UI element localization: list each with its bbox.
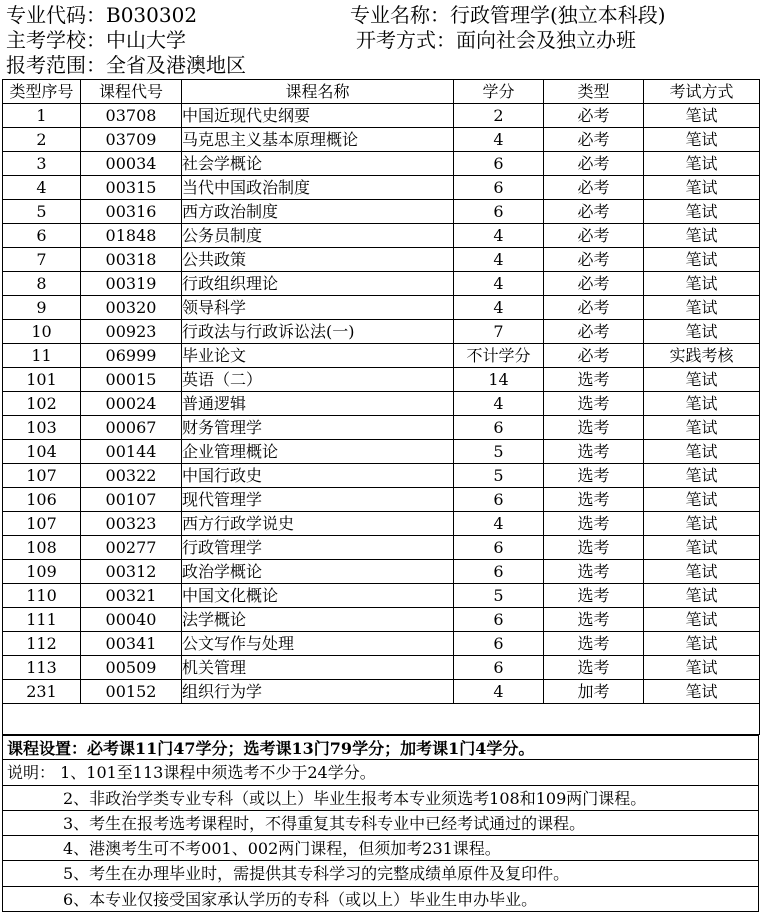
cell-type: 必考 [544,344,644,368]
table-row [3,608,760,632]
cell-seq: 106 [3,488,81,512]
table-row [3,296,760,320]
cell-seq: 2 [3,128,81,152]
cell-type: 必考 [544,176,644,200]
table-row [3,560,760,584]
cell-name: 政治学概论 [182,560,454,584]
cell-credit: 4 [454,392,544,416]
cell-credit: 6 [454,416,544,440]
col-header-type: 类型 [544,80,644,104]
cell-code: 00316 [81,200,182,224]
cell-code: 00034 [81,152,182,176]
cell-exam: 笔试 [644,656,760,680]
cell-type: 选考 [544,368,644,392]
cell-exam: 笔试 [644,368,760,392]
cell-name: 行政管理学 [182,536,454,560]
cell-credit: 5 [454,440,544,464]
cell-name: 行政法与行政诉讼法(一) [182,320,454,344]
cell-name: 英语（二） [182,368,454,392]
col-header-exam: 考试方式 [644,80,760,104]
cell-seq: 103 [3,416,81,440]
course-summary: 课程设置：必考课11门47学分；选考课13门79学分；加考课1门4学分。 [2,735,759,760]
cell-seq: 6 [3,224,81,248]
cell-type: 必考 [544,296,644,320]
col-header-seq: 类型序号 [3,80,81,104]
table-row [3,128,760,152]
cell-code: 00315 [81,176,182,200]
cell-name: 机关管理 [182,656,454,680]
cell-name: 毕业论文 [182,344,454,368]
cell-code: 00320 [81,296,182,320]
cell-exam: 笔试 [644,272,760,296]
cell-name: 现代管理学 [182,488,454,512]
cell-exam: 笔试 [644,320,760,344]
cell-name: 中国文化概论 [182,584,454,608]
cell-name: 中国行政史 [182,464,454,488]
cell-exam: 笔试 [644,464,760,488]
cell-credit: 2 [454,104,544,128]
cell-name: 当代中国政治制度 [182,176,454,200]
cell-type: 选考 [544,608,644,632]
cell-type: 选考 [544,656,644,680]
cell-exam: 笔试 [644,608,760,632]
cell-credit: 4 [454,128,544,152]
cell-seq: 5 [3,200,81,224]
cell-exam: 笔试 [644,584,760,608]
cell-code: 00144 [81,440,182,464]
note-line-6: 6、本专业仅接受国家承认学历的专科（或以上）毕业生申办毕业。 [2,887,759,912]
cell-seq: 107 [3,512,81,536]
cell-seq: 102 [3,392,81,416]
cell-exam: 笔试 [644,560,760,584]
cell-credit: 4 [454,680,544,704]
table-header-row [3,80,760,104]
cell-name: 行政组织理论 [182,272,454,296]
cell-seq: 111 [3,608,81,632]
cell-credit: 4 [454,224,544,248]
cell-name: 中国近现代史纲要 [182,104,454,128]
cell-type: 选考 [544,584,644,608]
table-row [3,440,760,464]
cell-exam: 笔试 [644,392,760,416]
table-row [3,368,760,392]
cell-exam: 笔试 [644,248,760,272]
table-row [3,176,760,200]
cell-code: 00341 [81,632,182,656]
cell-credit: 4 [454,512,544,536]
cell-code: 00318 [81,248,182,272]
cell-name: 财务管理学 [182,416,454,440]
cell-credit: 6 [454,152,544,176]
cell-type: 选考 [544,536,644,560]
header-row-1 [0,2,761,28]
cell-type: 必考 [544,104,644,128]
cell-credit: 6 [454,608,544,632]
cell-type: 选考 [544,416,644,440]
cell-type: 选考 [544,488,644,512]
cell-name: 马克思主义基本原理概论 [182,128,454,152]
cell-code: 00015 [81,368,182,392]
cell-code: 06999 [81,344,182,368]
course-table [2,79,760,735]
table-row [3,536,760,560]
cell-exam: 笔试 [644,224,760,248]
cell-seq: 10 [3,320,81,344]
cell-code: 00067 [81,416,182,440]
table-row [3,272,760,296]
cell-seq: 9 [3,296,81,320]
col-header-name: 课程名称 [182,80,454,104]
cell-credit: 不计学分 [454,344,544,368]
cell-code: 00509 [81,656,182,680]
cell-code: 01848 [81,224,182,248]
table-row [3,200,760,224]
cell-code: 00024 [81,392,182,416]
cell-seq: 11 [3,344,81,368]
cell-credit: 6 [454,656,544,680]
cell-code: 00321 [81,584,182,608]
cell-seq: 113 [3,656,81,680]
cell-code: 00277 [81,536,182,560]
cell-exam: 笔试 [644,632,760,656]
cell-exam: 笔试 [644,176,760,200]
cell-exam: 笔试 [644,488,760,512]
table-row [3,512,760,536]
cell-credit: 5 [454,464,544,488]
cell-credit: 7 [454,320,544,344]
blank-row [3,704,760,735]
cell-name: 西方行政学说史 [182,512,454,536]
blank-cell [3,704,760,735]
cell-seq: 3 [3,152,81,176]
cell-name: 社会学概论 [182,152,454,176]
cell-type: 必考 [544,320,644,344]
cell-seq: 231 [3,680,81,704]
cell-exam: 笔试 [644,512,760,536]
cell-type: 必考 [544,200,644,224]
cell-credit: 6 [454,560,544,584]
cell-code: 00040 [81,608,182,632]
cell-type: 加考 [544,680,644,704]
cell-name: 普通逻辑 [182,392,454,416]
cell-seq: 8 [3,272,81,296]
col-header-code: 课程代号 [81,80,182,104]
table-row [3,632,760,656]
cell-credit: 4 [454,272,544,296]
cell-seq: 110 [3,584,81,608]
cell-name: 公共政策 [182,248,454,272]
cell-type: 必考 [544,248,644,272]
table-row [3,224,760,248]
table-row [3,104,760,128]
cell-credit: 14 [454,368,544,392]
table-row [3,152,760,176]
cell-name: 公文写作与处理 [182,632,454,656]
table-row [3,320,760,344]
cell-code: 00152 [81,680,182,704]
cell-exam: 笔试 [644,128,760,152]
cell-seq: 104 [3,440,81,464]
cell-seq: 101 [3,368,81,392]
cell-credit: 5 [454,584,544,608]
major-name: 专业名称：行政管理学(独立本科段) [350,3,666,27]
table-row [3,248,760,272]
cell-type: 选考 [544,464,644,488]
cell-name: 西方政治制度 [182,200,454,224]
cell-credit: 4 [454,296,544,320]
note-line-3: 3、考生在报考选考课程时，不得重复其专科专业中已经考试通过的课程。 [2,811,759,836]
cell-type: 选考 [544,512,644,536]
cell-type: 选考 [544,560,644,584]
cell-exam: 笔试 [644,416,760,440]
cell-exam: 笔试 [644,104,760,128]
table-row [3,392,760,416]
cell-exam: 实践考核 [644,344,760,368]
cell-exam: 笔试 [644,296,760,320]
table-row [3,488,760,512]
note-line-1: 说明： 1、101至113课程中须选考不少于24学分。 [2,760,759,785]
cell-exam: 笔试 [644,536,760,560]
table-row [3,584,760,608]
cell-code: 00923 [81,320,182,344]
cell-code: 00323 [81,512,182,536]
cell-exam: 笔试 [644,152,760,176]
cell-credit: 6 [454,632,544,656]
cell-credit: 6 [454,200,544,224]
cell-name: 法学概论 [182,608,454,632]
cell-code: 00322 [81,464,182,488]
cell-seq: 109 [3,560,81,584]
cell-type: 必考 [544,224,644,248]
exam-scope: 报考范围：全省及港澳地区 [6,53,246,77]
cell-exam: 笔试 [644,680,760,704]
cell-seq: 107 [3,464,81,488]
course-table-body [3,104,760,735]
cell-seq: 112 [3,632,81,656]
cell-seq: 7 [3,248,81,272]
cell-name: 组织行为学 [182,680,454,704]
table-row [3,464,760,488]
col-header-credit: 学分 [454,80,544,104]
cell-credit: 4 [454,248,544,272]
cell-code: 03708 [81,104,182,128]
cell-name: 企业管理概论 [182,440,454,464]
cell-type: 必考 [544,128,644,152]
cell-credit: 6 [454,536,544,560]
cell-seq: 4 [3,176,81,200]
header-row-3 [0,52,761,78]
cell-code: 00107 [81,488,182,512]
notes-section [2,735,759,912]
cell-seq: 1 [3,104,81,128]
cell-type: 选考 [544,632,644,656]
major-code: 专业代码：B030302 [6,3,198,27]
cell-type: 必考 [544,272,644,296]
note-line-5: 5、考生在办理毕业时，需提供其专科学习的完整成绩单原件及复印件。 [2,861,759,886]
header-row-2 [0,27,761,53]
cell-exam: 笔试 [644,200,760,224]
cell-type: 选考 [544,392,644,416]
cell-code: 00319 [81,272,182,296]
cell-code: 03709 [81,128,182,152]
exam-mode: 开考方式：面向社会及独立办班 [356,28,636,52]
table-row [3,680,760,704]
exam-school: 主考学校：中山大学 [6,28,186,52]
note-line-4: 4、港澳考生可不考001、002两门课程，但须加考231课程。 [2,836,759,861]
table-row [3,656,760,680]
cell-name: 领导科学 [182,296,454,320]
table-row [3,344,760,368]
cell-credit: 6 [454,176,544,200]
cell-credit: 6 [454,488,544,512]
cell-exam: 笔试 [644,440,760,464]
table-row [3,416,760,440]
note-line-2: 2、非政治学类专业专科（或以上）毕业生报考本专业须选考108和109两门课程。 [2,786,759,811]
cell-name: 公务员制度 [182,224,454,248]
cell-code: 00312 [81,560,182,584]
cell-type: 选考 [544,440,644,464]
cell-seq: 108 [3,536,81,560]
cell-type: 必考 [544,152,644,176]
